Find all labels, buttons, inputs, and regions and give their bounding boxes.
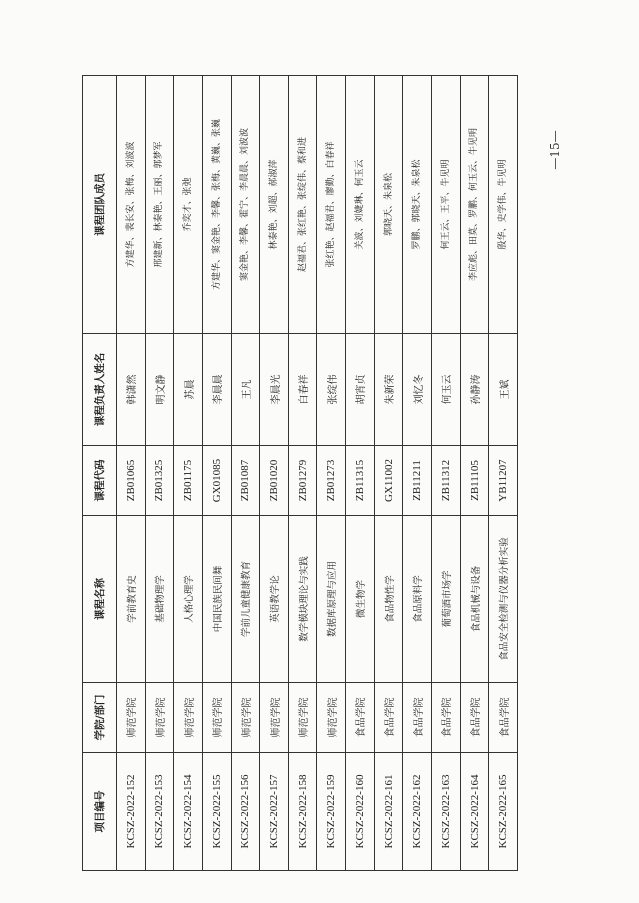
header-course-code: 课程代码	[83, 446, 117, 516]
cell-project-id: KCSZ-2022-154	[174, 753, 203, 871]
cell-course-leader: 白春祥	[288, 334, 317, 446]
cell-team-members: 邢建新、林泰艳、王丽、郭梦军	[145, 76, 174, 334]
cell-course-name: 食品物性学	[374, 516, 403, 683]
cell-department: 食品学院	[460, 683, 489, 753]
cell-department: 食品学院	[403, 683, 432, 753]
cell-course-leader: 胡宵贞	[346, 334, 375, 446]
cell-project-id: KCSZ-2022-156	[231, 753, 260, 871]
cell-project-id: KCSZ-2022-160	[346, 753, 375, 871]
cell-team-members: 关波、刘婕琳、何玉云	[346, 76, 375, 334]
cell-course-name: 微生物学	[346, 516, 375, 683]
header-team-members: 课程团队成员	[83, 76, 117, 334]
cell-course-leader: 何玉云	[432, 334, 461, 446]
cell-course-leader: 朱新荣	[374, 334, 403, 446]
header-course-name: 课程名称	[83, 516, 117, 683]
cell-course-code: ZB01020	[260, 446, 289, 516]
cell-team-members: 罗鹏、郭晓天、朱泉松	[403, 76, 432, 334]
cell-course-code: ZB11312	[432, 446, 461, 516]
cell-course-name: 食品安全检测与仪器分析实验	[489, 516, 518, 683]
cell-course-code: GX11002	[374, 446, 403, 516]
cell-course-name: 数据库原理与应用	[317, 516, 346, 683]
table-body	[117, 76, 518, 871]
cell-course-name: 学前儿童健康教育	[231, 516, 260, 683]
cell-project-id: KCSZ-2022-163	[432, 753, 461, 871]
cell-course-name: 英语教学论	[260, 516, 289, 683]
table-row	[145, 76, 174, 871]
cell-course-name: 中国民族民间舞	[202, 516, 231, 683]
cell-course-code: GX01085	[202, 446, 231, 516]
cell-team-members: 何王云、王平、牛见明	[432, 76, 461, 334]
cell-course-leader: 王斌	[489, 334, 518, 446]
cell-course-name: 学前教育史	[117, 516, 146, 683]
table-row	[374, 76, 403, 871]
header-department: 学院/部门	[83, 683, 117, 753]
table-row	[202, 76, 231, 871]
cell-course-code: ZB01325	[145, 446, 174, 516]
cell-department: 食品学院	[432, 683, 461, 753]
table-row	[432, 76, 461, 871]
table-row	[346, 76, 375, 871]
cell-department: 师范学院	[288, 683, 317, 753]
cell-project-id: KCSZ-2022-164	[460, 753, 489, 871]
header-course-leader: 课程负责人姓名	[83, 334, 117, 446]
cell-course-leader: 李晨光	[260, 334, 289, 446]
cell-department: 师范学院	[202, 683, 231, 753]
cell-project-id: KCSZ-2022-157	[260, 753, 289, 871]
cell-department: 食品学院	[489, 683, 518, 753]
table-row	[489, 76, 518, 871]
cell-course-code: ZB11211	[403, 446, 432, 516]
cell-course-leader: 明文静	[145, 334, 174, 446]
course-project-table	[82, 75, 518, 871]
cell-department: 食品学院	[374, 683, 403, 753]
cell-course-leader: 王凡	[231, 334, 260, 446]
cell-course-code: ZB11315	[346, 446, 375, 516]
cell-course-leader: 孙静涛	[460, 334, 489, 446]
cell-project-id: KCSZ-2022-158	[288, 753, 317, 871]
cell-course-leader: 刘忆冬	[403, 334, 432, 446]
cell-course-leader: 韩潇然	[117, 334, 146, 446]
cell-course-code: ZB01175	[174, 446, 203, 516]
cell-department: 师范学院	[117, 683, 146, 753]
cell-team-members: 林泰艳、刘超、郝淑萍	[260, 76, 289, 334]
cell-course-name: 食品原料学	[403, 516, 432, 683]
cell-department: 师范学院	[174, 683, 203, 753]
cell-team-members: 李应彪、田莫、罗鹏、何玉云、牛见明	[460, 76, 489, 334]
cell-team-members: 方建华、窦金艳、李馨、张梅、黄巍、张巍	[202, 76, 231, 334]
cell-department: 食品学院	[346, 683, 375, 753]
cell-department: 师范学院	[317, 683, 346, 753]
cell-team-members: 窦金艳、李馨、霍宁、李晨晨、刘波波	[231, 76, 260, 334]
cell-project-id: KCSZ-2022-162	[403, 753, 432, 871]
cell-course-name: 基础物理学	[145, 516, 174, 683]
table-row	[117, 76, 146, 871]
cell-project-id: KCSZ-2022-152	[117, 753, 146, 871]
header-project-id: 项目编号	[83, 753, 117, 871]
cell-course-code: ZB01087	[231, 446, 260, 516]
table-row	[460, 76, 489, 871]
cell-course-code: ZB01065	[117, 446, 146, 516]
table-header-row	[83, 76, 117, 871]
cell-course-code: YB11207	[489, 446, 518, 516]
table-row	[403, 76, 432, 871]
table-row	[231, 76, 260, 871]
cell-course-name: 数学模块理论与实践	[288, 516, 317, 683]
cell-course-code: ZB01273	[317, 446, 346, 516]
table-row	[288, 76, 317, 871]
table-row	[174, 76, 203, 871]
cell-department: 师范学院	[260, 683, 289, 753]
cell-project-id: KCSZ-2022-161	[374, 753, 403, 871]
cell-course-name: 葡萄酒市场学	[432, 516, 461, 683]
cell-department: 师范学院	[145, 683, 174, 753]
cell-project-id: KCSZ-2022-153	[145, 753, 174, 871]
cell-department: 师范学院	[231, 683, 260, 753]
cell-team-members: 郭晓天、朱泉松	[374, 76, 403, 334]
cell-course-name: 人格心理学	[174, 516, 203, 683]
table-row	[260, 76, 289, 871]
table-row	[317, 76, 346, 871]
cell-project-id: KCSZ-2022-165	[489, 753, 518, 871]
rotated-table-region	[82, 76, 518, 871]
cell-team-members: 乔奕才、张弛	[174, 76, 203, 334]
cell-course-code: ZB11105	[460, 446, 489, 516]
cell-course-leader: 张绽伟	[317, 334, 346, 446]
table-rotation-wrapper	[82, 76, 518, 871]
cell-course-leader: 苏晨	[174, 334, 203, 446]
cell-project-id: KCSZ-2022-155	[202, 753, 231, 871]
cell-team-members: 赵福君、张红艳、张绽伟、蔡和进	[288, 76, 317, 334]
cell-team-members: 方建华、裴长安、张梅、刘波波	[117, 76, 146, 334]
cell-course-name: 食品机械与设备	[460, 516, 489, 683]
cell-team-members: 张红艳、赵福君、廖勤、白春祥	[317, 76, 346, 334]
page-number: —15—	[548, 130, 562, 170]
cell-course-leader: 李晨晨	[202, 334, 231, 446]
cell-project-id: KCSZ-2022-159	[317, 753, 346, 871]
cell-team-members: 殷华、史学伟、牛见明	[489, 76, 518, 334]
cell-course-code: ZB01279	[288, 446, 317, 516]
